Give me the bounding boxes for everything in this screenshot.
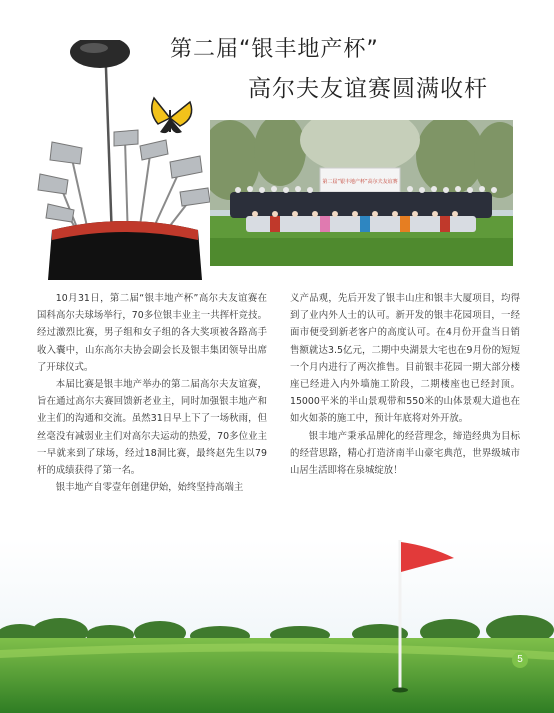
paragraph: 银丰地产自零壹年创建伊始，始终坚持高端主 xyxy=(55,482,244,494)
group-photo xyxy=(210,120,513,266)
golf-clubs-illustration xyxy=(30,40,220,280)
photo-banner-text: 第二届“银丰地产杯”高尔夫友谊赛 xyxy=(322,179,398,185)
paragraph: 10月31日，第二届“银丰地产杯”高尔夫友谊赛在国科高尔夫球场举行，70多位银丰业主一共挥杆竞技。经过激烈比赛，男子组和女子组的各大奖项被各路高手收入囊中，山东高尔夫协会副会长及银丰集团领导出席了开球仪式。 xyxy=(37,293,267,373)
paragraph: 义产品观，先后开发了银丰山庄和银丰大厦项目，均得到了业内外人士的认可。新开发的银丰花园项目，一经面市便受到新老客户的高度认可。在4月份开盘当日销售额就达3.5亿元，二期中央湖景大宅也在9月份的短短一个月内进行了两次推售。目前银丰花园一期大部分楼座已经进入内外墙施工阶段，二期楼座也已经封顶。15000平米的半山景观带和550米的山体景观大道也在如火如荼的施工中，预计年底将对外开放。 xyxy=(290,293,520,425)
article-column-left xyxy=(37,290,267,496)
article-title-line2: 高尔夫友谊赛圆满收杆 xyxy=(248,76,488,102)
article-title-line1: 第二届“银丰地产杯” xyxy=(170,37,379,62)
paragraph: 银丰地产秉承品牌化的经营理念，缔造经典为目标的经营思路，精心打造济南半山豪宅典范，世界级城市山居生活即将在泉城绽放！ xyxy=(290,430,520,477)
paragraph: 本届比赛是银丰地产举办的第二届高尔夫友谊赛，旨在通过高尔夫赛回馈新老业主，同时加强银丰地产和业主们的沟通和交流。虽然31日早上下了一场秋雨，但丝毫没有减弱业主们对高尔夫运动的热爱，70多位业主一早就来到了球场，经过18洞比赛，最终赵先生以79杆的成绩获得了第一名。 xyxy=(37,379,267,477)
article-column-right xyxy=(290,290,520,479)
crowd xyxy=(230,186,497,232)
page-number-badge: 5 xyxy=(512,652,528,668)
butterfly-icon xyxy=(152,98,192,133)
golf-course-landscape xyxy=(0,540,554,713)
